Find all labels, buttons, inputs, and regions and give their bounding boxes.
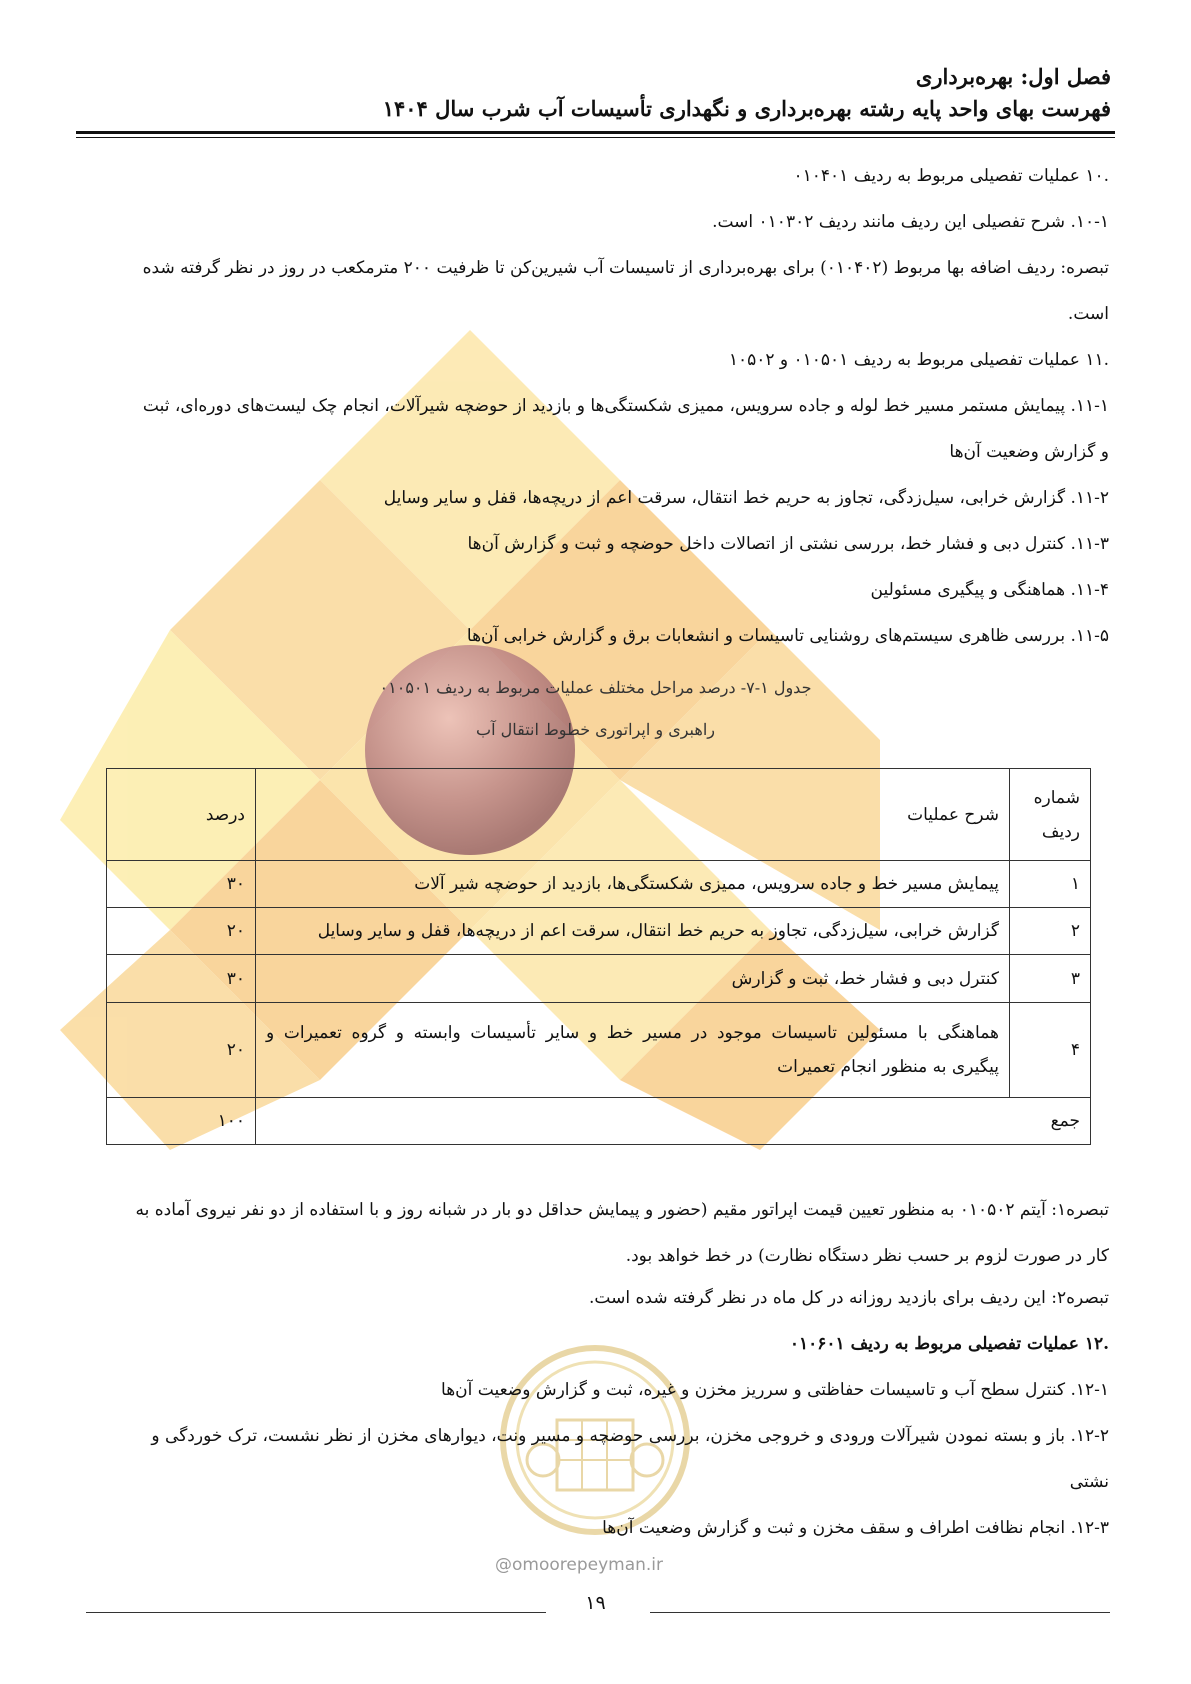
table-row	[107, 1003, 1091, 1098]
item-12-2-line1: ۱۲-۲. باز و بسته نمودن شیرآلات ورودی و خروجی مخزن، بررسی حوضچه و مسیر ونت، دیوارهای مخزن از نظر نشست، ترک خوردگی و	[151, 1426, 1109, 1446]
table-header-row	[107, 769, 1091, 861]
item-10-1: ۱۰-۱. شرح تفصیلی این ردیف مانند ردیف ۰۱۰۳۰۲ است.	[712, 212, 1109, 232]
section-11-heading: .۱۱ عملیات تفصیلی مربوط به ردیف ۰۱۰۵۰۱ و ۱۰۵۰۲	[728, 350, 1109, 370]
item-11-3: ۱۱-۳. کنترل دبی و فشار خط، بررسی نشتی از اتصالات داخل حوضچه و ثبت و گزارش آن‌ها	[467, 534, 1109, 554]
row-number: ۱	[1010, 861, 1091, 908]
note-10-line1: تبصره: ردیف اضافه بها مربوط (۰۱۰۴۰۲) برای بهره‌برداری از تاسیسات آب شیرین‌کن تا ظرفیت ۲۰۰ مترمکعب در روز در نظر گرفته شده	[142, 258, 1109, 278]
row-percent: ۳۰	[107, 861, 256, 908]
row-description: پیمایش مسیر خط و جاده سرویس، ممیزی شکستگی‌ها، بازدید از حوضچه شیر آلات	[256, 861, 1010, 908]
header-percent: درصد	[107, 769, 256, 861]
chapter-title: فصل اول: بهره‌برداری	[915, 64, 1111, 89]
table-total-row	[107, 1098, 1091, 1145]
operations-percentage-table	[106, 768, 1091, 1145]
footnote-2: تبصره۲: این ردیف برای بازدید روزانه در کل ماه در نظر گرفته شده است.	[589, 1288, 1109, 1308]
total-percent: ۱۰۰	[107, 1098, 256, 1145]
row-description: هماهنگی با مسئولین تاسیسات موجود در مسیر خط و سایر تأسیسات وابسته و گروه تعمیرات و پیگیری به منظور انجام تعمیرات	[256, 1003, 1010, 1098]
row-percent: ۳۰	[107, 955, 256, 1003]
table-row	[107, 861, 1091, 908]
footnote-1-line2: کار در صورت لزوم بر حسب نظر دستگاه نظارت) در خط خواهد بود.	[625, 1246, 1109, 1266]
item-12-2-line2: نشتی	[1069, 1472, 1109, 1492]
item-11-1-line2: و گزارش وضعیت آن‌ها	[949, 442, 1109, 462]
note-10-line2: است.	[1067, 304, 1109, 324]
row-number: ۲	[1010, 908, 1091, 955]
total-label: جمع	[256, 1098, 1091, 1145]
header-row-number: شماره ردیف	[1010, 769, 1091, 861]
header-rule-thin	[76, 137, 1115, 138]
item-12-3: ۱۲-۳. انجام نظافت اطراف و سقف مخزن و ثبت و گزارش وضعیت آن‌ها	[602, 1518, 1109, 1538]
table-row	[107, 955, 1091, 1003]
section-10-heading: .۱۰ عملیات تفصیلی مربوط به ردیف ۰۱۰۴۰۱	[793, 166, 1109, 186]
table-caption: جدول ۱-۷- درصد مراحل مختلف عملیات مربوط به ردیف ۰۱۰۵۰۱	[379, 678, 812, 697]
row-description: گزارش خرابی، سیل‌زدگی، تجاوز به حریم خط انتقال، سرقت اعم از دریچه‌ها، قفل و سایر وسایل	[256, 908, 1010, 955]
item-11-5: ۱۱-۵. بررسی ظاهری سیستم‌های روشنایی تاسیسات و انشعابات برق و گزارش خرابی آن‌ها	[466, 626, 1109, 646]
table-row	[107, 908, 1091, 955]
item-11-2: ۱۱-۲. گزارش خرابی، سیل‌زدگی، تجاوز به حریم خط انتقال، سرقت اعم از دریچه‌ها، قفل و سایر وسایل	[383, 488, 1109, 508]
item-12-1: ۱۲-۱. کنترل سطح آب و تاسیسات حفاظتی و سرریز مخزن و غیره، ثبت و گزارش وضعیت آن‌ها	[441, 1380, 1109, 1400]
section-12-heading: .۱۲ عملیات تفصیلی مربوط به ردیف ۰۱۰۶۰۱	[789, 1334, 1109, 1354]
website-watermark: @omoorepeyman.ir	[495, 1555, 664, 1575]
item-11-4: ۱۱-۴. هماهنگی و پیگیری مسئولین	[870, 580, 1109, 600]
table-caption-subtitle: راهبری و اپراتوری خطوط انتقال آب	[476, 720, 715, 739]
row-number: ۴	[1010, 1003, 1091, 1098]
header-rule-thick	[76, 131, 1115, 134]
footnote-1-line1: تبصره۱: آیتم ۰۱۰۵۰۲ به منظور تعیین قیمت اپراتور مقیم (حضور و پیمایش حداقل دو بار در شبانه روز و با استفاده از دو نفر نیروی آماده به	[135, 1200, 1109, 1220]
row-percent: ۲۰	[107, 1003, 256, 1098]
header-description: شرح عملیات	[256, 769, 1010, 861]
row-description: کنترل دبی و فشار خط، ثبت و گزارش	[256, 955, 1010, 1003]
item-11-1-line1: ۱۱-۱. پیمایش مستمر مسیر خط لوله و جاده سرویس، ممیزی شکستگی‌ها و بازدید از حوضچه شیرآلات، انجام چک لیست‌های دوره‌ای، ثبت	[142, 396, 1109, 416]
row-number: ۳	[1010, 955, 1091, 1003]
row-percent: ۲۰	[107, 908, 256, 955]
document-title: فهرست بهای واحد پایه رشته بهره‌برداری و نگهداری تأسیسات آب شرب سال ۱۴۰۴	[382, 96, 1111, 121]
page-number: ۱۹	[585, 1592, 606, 1614]
